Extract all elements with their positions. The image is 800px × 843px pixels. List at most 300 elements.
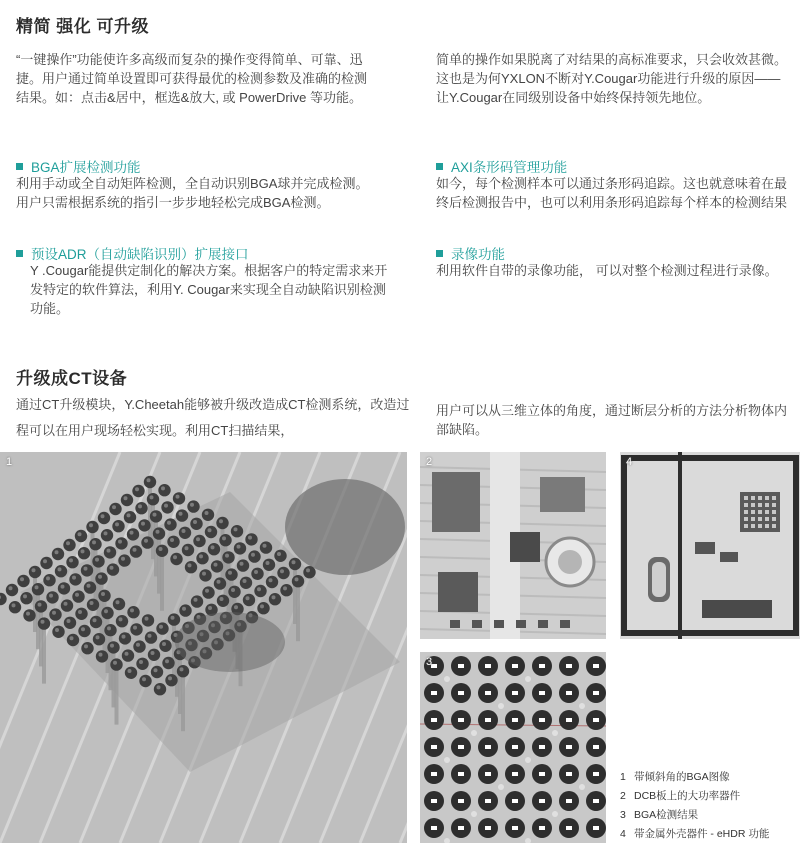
- ball-marker: [458, 772, 464, 776]
- intro-left-text: “一键操作”功能使许多高级而复杂的操作变得简单、可靠、迅捷。用户通过简单设置即可获得最优的检测参数及准确的检测结果。如：点击&居中，框选&放大, 或 PowerDrive 等功能。: [16, 52, 368, 105]
- ic-grid-dot: [758, 503, 762, 507]
- solder-ball: [251, 568, 263, 580]
- feature-title-barcode: [436, 156, 567, 176]
- pad: [450, 620, 460, 628]
- feature-body-adr: Y .Cougar能提供定制化的解决方案。根据客户的特定需求来开发特定的软件算法，利用Y. Cougar来实现全自动缺陷识别检测功能。: [30, 263, 388, 316]
- solder-ball-highlight: [92, 540, 96, 544]
- solder-ball: [216, 517, 228, 529]
- solder-ball-highlight: [266, 561, 270, 565]
- solder-ball: [142, 614, 154, 626]
- solder-ball-highlight: [72, 576, 76, 580]
- solder-ball-highlight: [283, 586, 287, 590]
- solder-ball-highlight: [107, 549, 111, 553]
- solder-ball-highlight: [107, 626, 111, 630]
- ic-grid-dot: [758, 510, 762, 514]
- solder-ball: [101, 529, 113, 541]
- ball-marker: [593, 799, 599, 803]
- solder-ball: [98, 512, 110, 524]
- ic-grid-dot: [772, 496, 776, 500]
- solder-ball: [173, 492, 185, 504]
- solder-ball-highlight: [145, 617, 149, 621]
- ball-marker: [593, 691, 599, 695]
- solder-ball: [168, 613, 180, 625]
- solder-ball: [112, 520, 124, 532]
- solder-ball-highlight: [280, 569, 284, 573]
- solder-ball-highlight: [193, 520, 197, 524]
- solder-ball-highlight: [182, 529, 186, 533]
- solder-ball: [156, 545, 168, 557]
- feature-title-text: 预设ADR（自动缺陷识别）扩展接口: [31, 247, 249, 262]
- solder-ball-highlight: [222, 536, 226, 540]
- dcb-board-xray-svg: [420, 452, 606, 639]
- solder-ball-highlight: [52, 611, 56, 615]
- solder-ball-highlight: [69, 558, 73, 562]
- solder-ball-highlight: [208, 528, 212, 532]
- center-void: [175, 612, 285, 672]
- solder-ball-highlight: [128, 669, 132, 673]
- power-chip: [432, 472, 480, 532]
- solder-ball-highlight: [150, 495, 154, 499]
- feature-title-adr: [16, 243, 249, 263]
- ball-marker: [593, 826, 599, 830]
- solder-ball: [109, 503, 121, 515]
- solder-ball: [159, 640, 171, 652]
- solder-ball: [116, 615, 128, 627]
- solder-ball-highlight: [167, 521, 171, 525]
- caption-item: 3 BGA检测结果: [620, 809, 699, 821]
- pillar: [115, 665, 119, 725]
- solder-ball: [292, 575, 304, 587]
- ball-marker: [485, 745, 491, 749]
- ball-marker: [458, 745, 464, 749]
- solder-ball: [144, 476, 156, 488]
- solder-ball-highlight: [64, 602, 68, 606]
- solder-ball: [165, 674, 177, 686]
- solder-ball-highlight: [162, 642, 166, 646]
- solder-ball-highlight: [119, 617, 123, 621]
- solder-ball-highlight: [190, 503, 194, 507]
- solder-ball-highlight: [43, 559, 47, 563]
- solder-ball: [145, 631, 157, 643]
- solder-ball-highlight: [142, 677, 146, 681]
- ball-marker: [431, 826, 437, 830]
- solder-ball: [179, 527, 191, 539]
- ic-grid-dot: [751, 524, 755, 528]
- solder-ball-highlight: [67, 619, 71, 623]
- solder-ball: [29, 566, 41, 578]
- solder-ball: [289, 558, 301, 570]
- solder-ball-highlight: [104, 531, 108, 535]
- pillar: [42, 624, 46, 684]
- ball-marker: [512, 691, 518, 695]
- ball-marker: [566, 745, 572, 749]
- solder-ball-highlight: [84, 567, 88, 571]
- dcb-board-xray-image: [420, 452, 606, 639]
- solder-ball-highlight: [147, 478, 151, 482]
- solder-ball: [132, 485, 144, 497]
- pillar: [296, 581, 300, 641]
- solder-ball: [245, 533, 257, 545]
- solder-ball: [133, 640, 145, 652]
- solder-ball-highlight: [98, 575, 102, 579]
- caption-item: 2 DCB板上的大功率器件: [620, 790, 741, 802]
- solder-ball: [127, 606, 139, 618]
- solder-ball: [240, 577, 252, 589]
- solder-ball-highlight: [248, 536, 252, 540]
- ball-marker: [485, 772, 491, 776]
- solder-ball: [303, 566, 315, 578]
- solder-ball: [138, 519, 150, 531]
- solder-ball-highlight: [89, 523, 93, 527]
- solder-ball-highlight: [75, 593, 79, 597]
- square-bullet-icon: [436, 163, 443, 170]
- solder-ball-highlight: [234, 605, 238, 609]
- solder-ball-highlight: [165, 659, 169, 663]
- solder-ball-highlight: [234, 527, 238, 531]
- solder-ball-highlight: [116, 600, 120, 604]
- solder-ball: [63, 539, 75, 551]
- ball-marker: [485, 826, 491, 830]
- solder-ball-highlight: [58, 567, 62, 571]
- ball-marker: [539, 826, 545, 830]
- solder-ball: [147, 493, 159, 505]
- solder-ball-highlight: [306, 568, 310, 572]
- solder-ball: [113, 598, 125, 610]
- solder-ball: [179, 604, 191, 616]
- pad: [494, 620, 504, 628]
- solder-ball-highlight: [104, 609, 108, 613]
- caption-item: 4 带金属外壳器件 - eHDR 功能: [620, 828, 770, 840]
- solder-ball: [52, 626, 64, 638]
- solder-ball: [49, 608, 61, 620]
- solder-ball: [118, 554, 130, 566]
- capacitor: [720, 552, 738, 562]
- capacitor: [695, 542, 715, 554]
- ball-marker: [566, 664, 572, 668]
- solder-ball: [58, 582, 70, 594]
- solder-ball: [122, 649, 134, 661]
- solder-ball: [196, 552, 208, 564]
- crystal-core: [652, 562, 666, 597]
- solder-ball-highlight: [214, 563, 218, 567]
- ball-marker: [512, 718, 518, 722]
- solder-ball: [187, 500, 199, 512]
- solder-ball-highlight: [87, 584, 91, 588]
- solder-ball: [40, 557, 52, 569]
- solder-ball: [69, 573, 81, 585]
- solder-ball: [107, 641, 119, 653]
- solder-ball-highlight: [127, 513, 131, 517]
- solder-ball-highlight: [125, 652, 129, 656]
- ball-marker: [512, 745, 518, 749]
- solder-ball-highlight: [179, 512, 183, 516]
- solder-ball: [154, 683, 166, 695]
- square-bullet-icon: [16, 163, 23, 170]
- ic-grid-dot: [765, 503, 769, 507]
- ball-marker: [458, 664, 464, 668]
- solder-ball-highlight: [202, 572, 206, 576]
- void-dot: [444, 757, 450, 763]
- solder-ball-highlight: [161, 486, 165, 490]
- solder-ball: [72, 590, 84, 602]
- solder-ball-highlight: [84, 644, 88, 648]
- void-dot: [579, 784, 585, 790]
- solder-ball: [231, 525, 243, 537]
- solder-ball: [61, 599, 73, 611]
- solder-ball: [277, 567, 289, 579]
- solder-ball-highlight: [55, 628, 59, 632]
- ball-marker: [431, 691, 437, 695]
- solder-ball-highlight: [176, 495, 180, 499]
- solder-ball-highlight: [237, 545, 241, 549]
- power-chip: [438, 572, 478, 612]
- ic-grid-dot: [751, 496, 755, 500]
- solder-ball: [78, 547, 90, 559]
- solder-ball: [130, 545, 142, 557]
- caption-item: 1 带倾斜角的BGA图像: [620, 771, 730, 783]
- ic-grid-dot: [765, 510, 769, 514]
- solder-ball: [78, 625, 90, 637]
- ic-grid-dot: [751, 517, 755, 521]
- solder-ball: [20, 592, 32, 604]
- image-number: 2: [426, 456, 433, 468]
- ic-grid-dot: [744, 517, 748, 521]
- solder-ball: [211, 560, 223, 572]
- section-title-ct: 升级成CT设备: [16, 369, 128, 388]
- solder-ball: [164, 518, 176, 530]
- solder-ball-highlight: [156, 530, 160, 534]
- pillar: [181, 671, 185, 731]
- solder-ball-highlight: [254, 570, 258, 574]
- solder-ball: [43, 574, 55, 586]
- ball-marker: [512, 799, 518, 803]
- solder-ball: [234, 542, 246, 554]
- void-dot: [552, 811, 558, 817]
- void-dot: [525, 757, 531, 763]
- solder-ball-highlight: [122, 635, 126, 639]
- solder-ball: [191, 595, 203, 607]
- solder-ball-highlight: [115, 522, 119, 526]
- ball-marker: [593, 664, 599, 668]
- ic-grid-dot: [758, 496, 762, 500]
- solder-ball-highlight: [159, 547, 163, 551]
- solder-ball: [38, 617, 50, 629]
- ic-grid-dot: [744, 510, 748, 514]
- ic-grid-dot: [751, 510, 755, 514]
- solder-ball-highlight: [70, 636, 74, 640]
- ball-marker: [539, 772, 545, 776]
- solder-ball: [110, 658, 122, 670]
- solder-ball-highlight: [26, 612, 30, 616]
- solder-ball-highlight: [211, 545, 215, 549]
- solder-ball: [248, 550, 260, 562]
- bga-tilted-xray-image: [0, 452, 407, 843]
- solder-ball: [89, 538, 101, 550]
- solder-ball: [161, 501, 173, 513]
- solder-ball: [141, 536, 153, 548]
- ic-grid-dot: [765, 524, 769, 528]
- solder-ball-highlight: [251, 553, 255, 557]
- feature-title-text: BGA扩展检测功能: [31, 160, 141, 175]
- ic-grid-dot: [758, 524, 762, 528]
- solder-ball-highlight: [263, 544, 267, 548]
- solder-ball-highlight: [61, 585, 65, 589]
- solder-ball: [214, 577, 226, 589]
- solder-ball-highlight: [93, 618, 97, 622]
- ic-grid-dot: [772, 517, 776, 521]
- image-number: 3: [426, 656, 433, 668]
- solder-ball-highlight: [20, 577, 24, 581]
- pad: [538, 620, 548, 628]
- image-number: 1: [6, 456, 13, 468]
- solder-ball-highlight: [205, 589, 209, 593]
- solder-ball-highlight: [217, 580, 221, 584]
- solder-ball: [266, 576, 278, 588]
- solder-ball-highlight: [170, 538, 174, 542]
- ball-marker: [593, 745, 599, 749]
- feature-body-bga: 利用手动或全自动矩阵检测，全自动识别BGA球并完成检测。 用户只需根据系统的指引一步步地轻松完成BGA检测。: [16, 176, 369, 210]
- solder-ball-highlight: [272, 595, 276, 599]
- solder-ball-highlight: [148, 634, 152, 638]
- ball-marker: [458, 718, 464, 722]
- void-blob: [285, 479, 405, 575]
- solder-ball-highlight: [41, 620, 45, 624]
- solder-ball-highlight: [151, 651, 155, 655]
- ic-grid-dot: [744, 496, 748, 500]
- feature-title-bga: [16, 156, 141, 176]
- solder-ball-highlight: [153, 513, 157, 517]
- solder-ball: [84, 581, 96, 593]
- solder-ball-highlight: [133, 626, 137, 630]
- pad: [472, 620, 482, 628]
- pad: [560, 620, 570, 628]
- solder-ball-highlight: [113, 661, 117, 665]
- solder-ball: [52, 548, 64, 560]
- solder-ball: [107, 563, 119, 575]
- solder-ball-highlight: [243, 579, 247, 583]
- solder-ball: [32, 583, 44, 595]
- solder-ball-highlight: [168, 676, 172, 680]
- ball-marker: [566, 691, 572, 695]
- ball-marker: [512, 826, 518, 830]
- feature-title-video: [436, 243, 505, 263]
- intro-right-text: 简单的操作如果脱离了对结果的高标准要求，只会收效甚微。这也是为何YXLON不断对Y.Cougar功能进行升级的原因——让Y.Cougar在同级别设备中始终保持领先地位。: [436, 52, 788, 105]
- solder-ball-highlight: [101, 514, 105, 518]
- solder-ball-highlight: [182, 607, 186, 611]
- void-dot: [471, 730, 477, 736]
- solder-ball: [9, 601, 21, 613]
- solder-ball: [81, 642, 93, 654]
- ct-left-text: 通过CT升级模块，Y.Cheetah能够被升级改造成CT检测系统，改造过程可以在用户现场轻松实现。利用CT扫描结果，: [16, 397, 410, 438]
- solder-ball: [23, 609, 35, 621]
- ball-marker: [566, 772, 572, 776]
- solder-ball: [46, 591, 58, 603]
- solder-ball: [139, 675, 151, 687]
- solder-ball: [269, 593, 281, 605]
- solder-ball: [35, 600, 47, 612]
- solder-ball-highlight: [78, 610, 82, 614]
- solder-ball: [17, 575, 29, 587]
- solder-ball: [55, 565, 67, 577]
- ball-marker: [539, 799, 545, 803]
- solder-ball: [254, 585, 266, 597]
- solder-ball-highlight: [78, 532, 82, 536]
- ic-grid-dot: [758, 517, 762, 521]
- ball-marker: [539, 691, 545, 695]
- ic-grid-dot: [751, 503, 755, 507]
- solder-ball-highlight: [154, 668, 158, 672]
- solder-ball-highlight: [23, 594, 27, 598]
- solder-ball: [170, 553, 182, 565]
- ct-right-text: 用户可以从三维立体的角度，通过断层分析的方法分析物体内部缺陷。: [436, 403, 788, 437]
- solder-ball: [92, 555, 104, 567]
- solder-ball-highlight: [225, 554, 229, 558]
- solder-ball: [274, 550, 286, 562]
- solder-ball: [185, 561, 197, 573]
- solder-ball-highlight: [260, 604, 264, 608]
- solder-ball-highlight: [157, 685, 161, 689]
- void-dot: [525, 676, 531, 682]
- ball-marker: [485, 691, 491, 695]
- ball-marker: [458, 826, 464, 830]
- solder-ball: [208, 543, 220, 555]
- solder-ball-highlight: [171, 616, 175, 620]
- solder-ball: [222, 551, 234, 563]
- solder-ball: [158, 484, 170, 496]
- solder-ball-highlight: [96, 635, 100, 639]
- solder-ball: [217, 595, 229, 607]
- solder-ball: [257, 602, 269, 614]
- ball-marker: [593, 718, 599, 722]
- solder-ball: [202, 586, 214, 598]
- solder-ball: [95, 572, 107, 584]
- solder-ball-highlight: [199, 554, 203, 558]
- solder-ball-highlight: [110, 644, 114, 648]
- feature-title-text: AXI条形码管理功能: [451, 160, 568, 175]
- ball-marker: [458, 691, 464, 695]
- ic-grid-dot: [772, 510, 776, 514]
- solder-ball: [124, 511, 136, 523]
- solder-ball-highlight: [139, 660, 143, 664]
- solder-ball: [167, 536, 179, 548]
- solder-ball-highlight: [188, 563, 192, 567]
- solder-ball: [67, 634, 79, 646]
- solder-ball-highlight: [110, 566, 114, 570]
- solder-ball: [228, 586, 240, 598]
- solder-ball: [177, 665, 189, 677]
- ic-grid-dot: [744, 524, 748, 528]
- image-captions: [620, 768, 800, 843]
- solder-ball: [153, 527, 165, 539]
- void-dot: [552, 730, 558, 736]
- solder-ball-highlight: [185, 546, 189, 550]
- solder-ball-highlight: [136, 643, 140, 647]
- solder-ball: [93, 633, 105, 645]
- solder-ball-highlight: [135, 487, 139, 491]
- solder-ball: [119, 632, 131, 644]
- bga-result-xray-image: [420, 652, 606, 843]
- solder-ball: [150, 510, 162, 522]
- solder-ball: [176, 509, 188, 521]
- solder-ball-highlight: [130, 531, 134, 535]
- power-chip: [510, 532, 540, 562]
- solder-ball-highlight: [133, 548, 137, 552]
- solder-ball-highlight: [138, 504, 142, 508]
- bga-result-xray-svg: [420, 652, 606, 843]
- ball-marker: [431, 799, 437, 803]
- solder-ball-highlight: [205, 511, 209, 515]
- solder-ball-highlight: [49, 594, 53, 598]
